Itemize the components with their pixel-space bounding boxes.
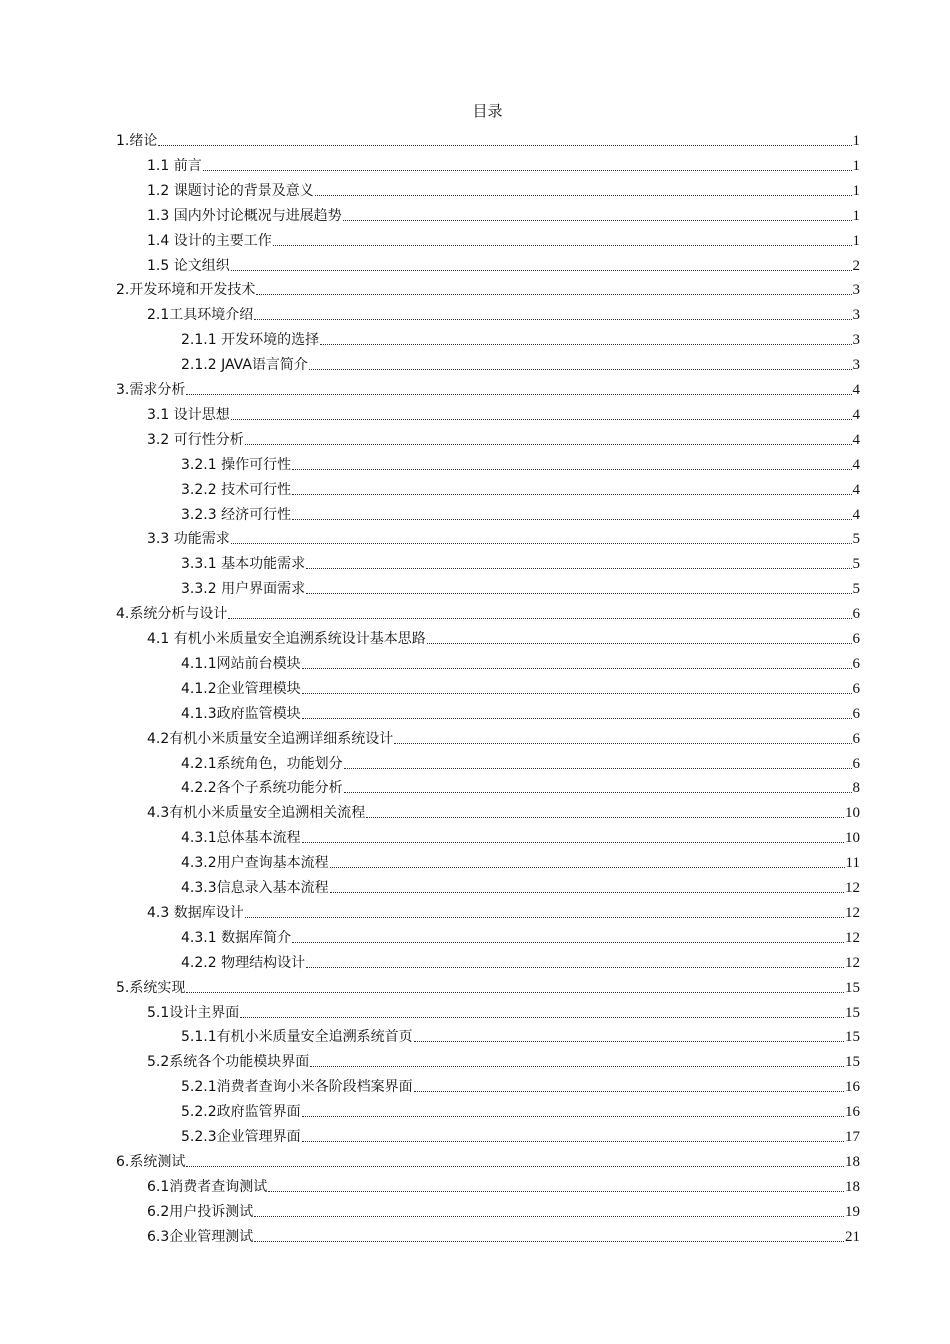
toc-entry-label: 5.2系统各个功能模块界面 bbox=[147, 1054, 310, 1070]
toc-entry-page-number: 2 bbox=[852, 258, 860, 274]
dot-leader bbox=[302, 842, 844, 843]
toc-entry-label: 5.1设计主界面 bbox=[147, 1005, 240, 1021]
dot-leader bbox=[240, 1017, 844, 1018]
toc-entry[interactable] bbox=[116, 126, 860, 150]
toc-entry-label: 4.2有机小米质量安全追溯详细系统设计 bbox=[147, 731, 394, 747]
toc-entry-page-number: 21 bbox=[845, 1229, 860, 1245]
toc-entry-page-number: 11 bbox=[845, 855, 860, 871]
toc-entry[interactable] bbox=[181, 773, 860, 797]
toc-entry-label: 6.系统测试 bbox=[116, 1154, 186, 1170]
toc-entry[interactable] bbox=[147, 151, 860, 175]
toc-entry[interactable] bbox=[181, 873, 860, 897]
dot-leader bbox=[231, 270, 852, 271]
toc-entry-label: 4.1.2企业管理模块 bbox=[181, 681, 301, 697]
toc-entry-page-number: 6 bbox=[852, 731, 860, 747]
dot-leader bbox=[302, 1116, 844, 1117]
toc-entry[interactable] bbox=[181, 574, 860, 598]
toc-entry-label: 2.1工具环境介绍 bbox=[147, 307, 254, 323]
toc-entry-label: 5.2.3企业管理界面 bbox=[181, 1129, 301, 1145]
toc-entry-page-number: 19 bbox=[845, 1204, 860, 1220]
toc-entry-label: 4.3 数据库设计 bbox=[147, 905, 244, 921]
toc-entry-label: 1.1 前言 bbox=[147, 158, 202, 174]
toc-entry[interactable] bbox=[181, 749, 860, 773]
toc-entry[interactable] bbox=[147, 998, 860, 1022]
toc-entry-label: 3.1 设计思想 bbox=[147, 407, 230, 423]
dot-leader bbox=[203, 170, 852, 171]
toc-entry-page-number: 1 bbox=[852, 183, 860, 199]
toc-entry[interactable] bbox=[181, 549, 860, 573]
toc-entry-page-number: 15 bbox=[845, 1054, 860, 1070]
toc-entry[interactable] bbox=[147, 425, 860, 449]
toc-entry[interactable] bbox=[181, 674, 860, 698]
toc-entry-page-number: 6 bbox=[852, 631, 860, 647]
toc-entry[interactable] bbox=[181, 325, 860, 349]
dot-leader bbox=[302, 1141, 844, 1142]
dot-leader bbox=[330, 892, 844, 893]
toc-entry-label: 3.3.2 用户界面需求 bbox=[181, 581, 306, 597]
dot-leader bbox=[427, 643, 852, 644]
toc-entry[interactable] bbox=[147, 724, 860, 748]
toc-entry-label: 3.2.2 技术可行性 bbox=[181, 482, 292, 498]
toc-entry-label: 6.2用户投诉测试 bbox=[147, 1204, 254, 1220]
toc-entry-page-number: 16 bbox=[845, 1079, 860, 1095]
dot-leader bbox=[309, 369, 852, 370]
toc-entry-page-number: 3 bbox=[852, 332, 860, 348]
toc-entry[interactable] bbox=[147, 1172, 860, 1196]
dot-leader bbox=[302, 668, 852, 669]
toc-entry-page-number: 3 bbox=[852, 307, 860, 323]
toc-entry-page-number: 6 bbox=[852, 756, 860, 772]
toc-entry-label: 6.1消费者查询测试 bbox=[147, 1179, 268, 1195]
toc-entry-page-number: 5 bbox=[852, 531, 860, 547]
dot-leader bbox=[254, 319, 851, 320]
dot-leader bbox=[231, 543, 852, 544]
toc-entry-label: 2.1.1 开发环境的选择 bbox=[181, 332, 320, 348]
toc-entry-label: 3.2.1 操作可行性 bbox=[181, 457, 292, 473]
toc-entry-page-number: 18 bbox=[845, 1179, 860, 1195]
toc-entry[interactable] bbox=[147, 798, 860, 822]
toc-entry-page-number: 16 bbox=[845, 1104, 860, 1120]
toc-entry[interactable] bbox=[116, 1147, 860, 1171]
toc-entry-label: 4.3.3信息录入基本流程 bbox=[181, 880, 329, 896]
toc-entry-label: 4.2.2各个子系统功能分析 bbox=[181, 780, 343, 796]
toc-entry[interactable] bbox=[147, 898, 860, 922]
dot-leader bbox=[268, 1191, 844, 1192]
toc-entry-label: 4.3.2用户查询基本流程 bbox=[181, 855, 329, 871]
toc-entry-page-number: 17 bbox=[845, 1129, 860, 1145]
toc-entry-page-number: 6 bbox=[852, 706, 860, 722]
toc-entry-page-number: 12 bbox=[845, 880, 860, 896]
toc-entry[interactable] bbox=[181, 848, 860, 872]
toc-entry-label: 1.4 设计的主要工作 bbox=[147, 233, 272, 249]
dot-leader bbox=[306, 568, 851, 569]
toc-entry[interactable] bbox=[181, 948, 860, 972]
toc-entry[interactable] bbox=[181, 1022, 860, 1046]
toc-entry[interactable] bbox=[181, 1097, 860, 1121]
dot-leader bbox=[186, 394, 851, 395]
toc-entry-page-number: 6 bbox=[852, 656, 860, 672]
toc-entry-page-number: 3 bbox=[852, 357, 860, 373]
dot-leader bbox=[344, 768, 852, 769]
dot-leader bbox=[414, 1041, 844, 1042]
dot-leader bbox=[306, 967, 844, 968]
toc-entry-label: 5.2.2政府监管界面 bbox=[181, 1104, 301, 1120]
dot-leader bbox=[366, 817, 844, 818]
toc-entry[interactable] bbox=[147, 400, 860, 424]
dot-leader bbox=[306, 593, 851, 594]
dot-leader bbox=[231, 419, 852, 420]
toc-entry-label: 4.2.2 物理结构设计 bbox=[181, 955, 306, 971]
toc-entry[interactable] bbox=[116, 973, 860, 997]
toc-entry[interactable] bbox=[147, 1197, 860, 1221]
toc-entry[interactable] bbox=[181, 923, 860, 947]
dot-leader bbox=[245, 444, 852, 445]
dot-leader bbox=[273, 245, 852, 246]
toc-entry-label: 5.系统实现 bbox=[116, 980, 186, 996]
toc-entry-page-number: 5 bbox=[852, 556, 860, 572]
toc-entry[interactable] bbox=[181, 350, 860, 374]
dot-leader bbox=[292, 942, 844, 943]
toc-entry[interactable] bbox=[147, 624, 860, 648]
toc-entry[interactable] bbox=[147, 201, 860, 225]
dot-leader bbox=[302, 718, 852, 719]
toc-entry-page-number: 4 bbox=[852, 457, 860, 473]
toc-entry-page-number: 1 bbox=[852, 133, 860, 149]
toc-entry[interactable] bbox=[181, 500, 860, 524]
toc-entry-page-number: 4 bbox=[852, 507, 860, 523]
dot-leader bbox=[394, 743, 851, 744]
toc-entry-label: 3.3 功能需求 bbox=[147, 531, 230, 547]
toc-entry-page-number: 4 bbox=[852, 432, 860, 448]
toc-entry[interactable] bbox=[116, 599, 860, 623]
toc-entry-label: 1.3 国内外讨论概况与进展趋势 bbox=[147, 208, 342, 224]
toc-entry-label: 1.绪论 bbox=[116, 133, 158, 149]
toc-entry-label: 4.1 有机小米质量安全追溯系统设计基本思路 bbox=[147, 631, 426, 647]
toc-entry-label: 3.需求分析 bbox=[116, 382, 186, 398]
dot-leader bbox=[310, 1066, 844, 1067]
dot-leader bbox=[254, 1241, 844, 1242]
toc-entry[interactable] bbox=[116, 375, 860, 399]
dot-leader bbox=[330, 867, 845, 868]
toc-entry-label: 6.3企业管理测试 bbox=[147, 1229, 254, 1245]
toc-entry[interactable] bbox=[116, 275, 860, 299]
toc-title: 目录 bbox=[472, 102, 503, 120]
toc-entry-label: 3.2 可行性分析 bbox=[147, 432, 244, 448]
toc-entry[interactable] bbox=[181, 475, 860, 499]
toc-entry[interactable] bbox=[147, 226, 860, 250]
dot-leader bbox=[228, 618, 851, 619]
toc-entry-page-number: 5 bbox=[852, 581, 860, 597]
toc-entry[interactable] bbox=[147, 300, 860, 324]
toc-entry-page-number: 1 bbox=[852, 233, 860, 249]
toc-entry-page-number: 12 bbox=[845, 955, 860, 971]
dot-leader bbox=[158, 145, 851, 146]
dot-leader bbox=[414, 1091, 844, 1092]
dot-leader bbox=[245, 917, 844, 918]
dot-leader bbox=[186, 1166, 844, 1167]
toc-entry-page-number: 1 bbox=[852, 158, 860, 174]
toc-entry[interactable] bbox=[181, 699, 860, 723]
toc-entry-label: 4.1.1网站前台模块 bbox=[181, 656, 301, 672]
toc-entry-label: 2.开发环境和开发技术 bbox=[116, 282, 256, 298]
toc-entry[interactable] bbox=[181, 649, 860, 673]
dot-leader bbox=[254, 1216, 844, 1217]
dot-leader bbox=[292, 494, 851, 495]
toc-entry-label: 3.3.1 基本功能需求 bbox=[181, 556, 306, 572]
toc-entry-label: 5.1.1有机小米质量安全追溯系统首页 bbox=[181, 1029, 413, 1045]
toc-entry-label: 2.1.2 JAVA语言简介 bbox=[181, 357, 308, 373]
toc-entry-page-number: 15 bbox=[845, 1005, 860, 1021]
toc-entry-page-number: 15 bbox=[845, 1029, 860, 1045]
toc-entry[interactable] bbox=[147, 524, 860, 548]
toc-entry-page-number: 10 bbox=[845, 805, 860, 821]
toc-entry-page-number: 18 bbox=[845, 1154, 860, 1170]
toc-entry-page-number: 12 bbox=[845, 905, 860, 921]
toc-entry[interactable] bbox=[147, 176, 860, 200]
toc-entry[interactable] bbox=[181, 450, 860, 474]
toc-entry-label: 4.3.1 数据库简介 bbox=[181, 930, 292, 946]
dot-leader bbox=[343, 220, 852, 221]
dot-leader bbox=[186, 992, 844, 993]
dot-leader bbox=[292, 519, 851, 520]
dot-leader bbox=[292, 469, 851, 470]
toc-entry[interactable] bbox=[147, 1222, 860, 1246]
toc-entry-label: 4.1.3政府监管模块 bbox=[181, 706, 301, 722]
dot-leader bbox=[302, 693, 852, 694]
toc-entry[interactable] bbox=[147, 1047, 860, 1071]
toc-entry-page-number: 10 bbox=[845, 830, 860, 846]
toc-entry-page-number: 4 bbox=[852, 482, 860, 498]
toc-entry-page-number: 4 bbox=[852, 382, 860, 398]
toc-entry-page-number: 4 bbox=[852, 407, 860, 423]
toc-entry-label: 4.3.1总体基本流程 bbox=[181, 830, 301, 846]
dot-leader bbox=[344, 792, 852, 793]
toc-entry-label: 1.2 课题讨论的背景及意义 bbox=[147, 183, 314, 199]
toc-entry-page-number: 8 bbox=[852, 780, 860, 796]
toc-entry-label: 1.5 论文组织 bbox=[147, 258, 230, 274]
toc-entry-page-number: 12 bbox=[845, 930, 860, 946]
dot-leader bbox=[320, 344, 851, 345]
toc-entry-label: 5.2.1消费者查询小米各阶段档案界面 bbox=[181, 1079, 413, 1095]
toc-entry-label: 4.系统分析与设计 bbox=[116, 606, 228, 622]
toc-entry-page-number: 1 bbox=[852, 208, 860, 224]
toc-entry-page-number: 6 bbox=[852, 606, 860, 622]
toc-entry[interactable] bbox=[147, 251, 860, 275]
toc-entry-page-number: 3 bbox=[852, 282, 860, 298]
toc-entry[interactable] bbox=[181, 823, 860, 847]
toc-entry-page-number: 6 bbox=[852, 681, 860, 697]
toc-entry[interactable] bbox=[181, 1122, 860, 1146]
dot-leader bbox=[315, 195, 852, 196]
toc-entry[interactable] bbox=[181, 1072, 860, 1096]
toc-entry-label: 4.3有机小米质量安全追溯相关流程 bbox=[147, 805, 366, 821]
toc-entry-label: 3.2.3 经济可行性 bbox=[181, 507, 292, 523]
toc-entry-label: 4.2.1系统角色，功能划分 bbox=[181, 756, 343, 772]
toc-entry-page-number: 15 bbox=[845, 980, 860, 996]
dot-leader bbox=[256, 294, 851, 295]
